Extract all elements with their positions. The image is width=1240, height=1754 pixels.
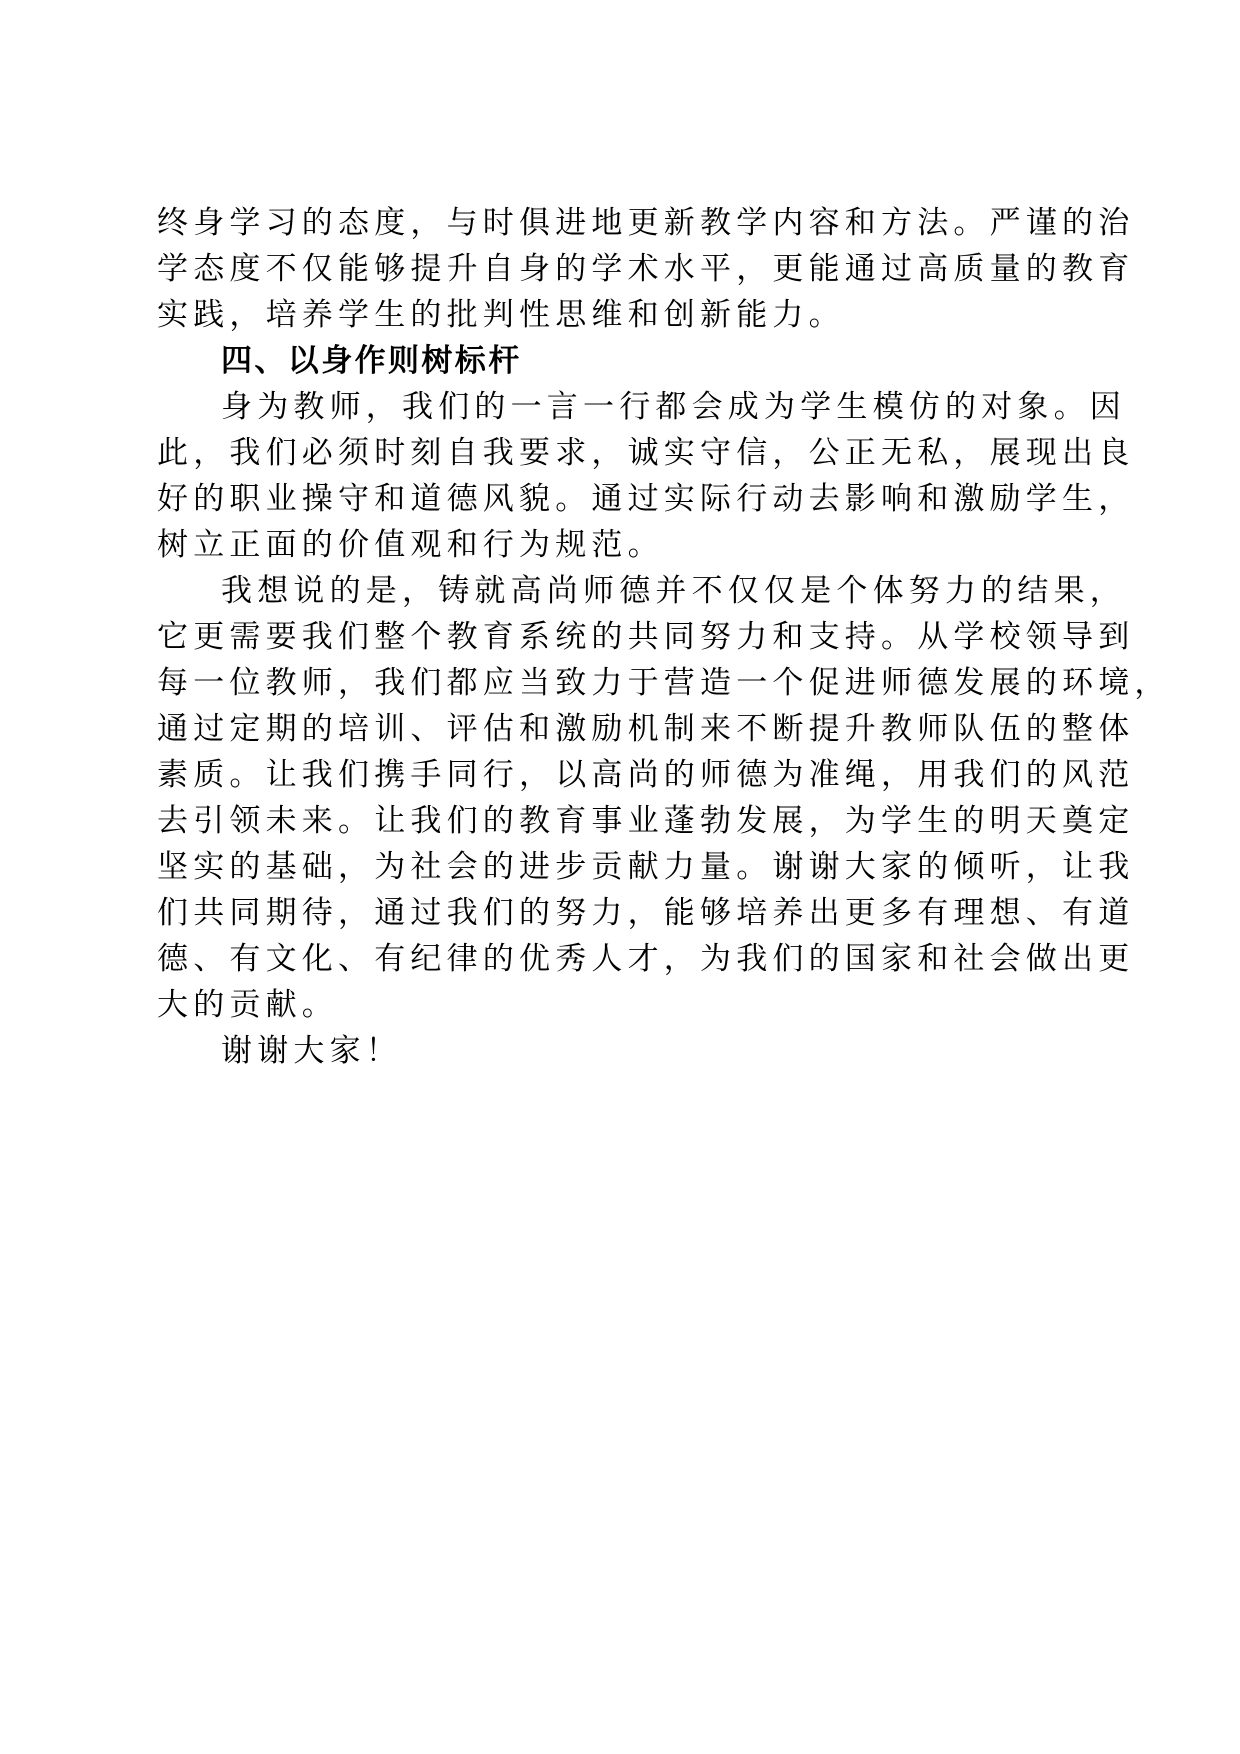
text-line: 素质。让我们携手同行，以高尚的师德为准绳，用我们的风范 — [157, 757, 1135, 793]
text-line: 身为教师，我们的一言一行都会成为学生模仿的对象。因 — [221, 389, 1126, 425]
closing-line: 谢谢大家！ — [221, 1033, 402, 1069]
text-line: 德、有文化、有纪律的优秀人才，为我们的国家和社会做出更 — [157, 941, 1135, 977]
text-line: 此，我们必须时刻自我要求，诚实守信，公正无私，展现出良 — [157, 435, 1135, 471]
text-line: 坚实的基础，为社会的进步贡献力量。谢谢大家的倾听，让我 — [157, 849, 1135, 885]
text-line: 好的职业操守和道德风貌。通过实际行动去影响和激励学生， — [157, 481, 1135, 517]
paragraph-lifelong-learning — [157, 200, 1135, 338]
text-line: 终身学习的态度，与时俱进地更新教学内容和方法。严谨的治 — [157, 205, 1135, 241]
text-line: 学态度不仅能够提升自身的学术水平，更能通过高质量的教育 — [157, 251, 1135, 287]
text-line: 们共同期待，通过我们的努力，能够培养出更多有理想、有道 — [157, 895, 1135, 931]
text-line: 去引领未来。让我们的教育事业蓬勃发展，为学生的明天奠定 — [157, 803, 1135, 839]
text-line: 它更需要我们整个教育系统的共同努力和支持。从学校领导到 — [157, 619, 1135, 655]
document-body — [157, 200, 1171, 1074]
text-line: 树立正面的价值观和行为规范。 — [157, 527, 664, 563]
section-heading-4: 四、以身作则树标杆 — [221, 343, 522, 379]
text-line: 我想说的是，铸就高尚师德并不仅仅是个体努力的结果， — [221, 573, 1126, 609]
text-line: 大的贡献。 — [157, 987, 338, 1023]
text-line: 每一位教师，我们都应当致力于营造一个促进师德发展的环境， — [157, 665, 1171, 701]
text-line: 通过定期的培训、评估和激励机制来不断提升教师队伍的整体 — [157, 711, 1135, 747]
text-line: 实践，培养学生的批判性思维和创新能力。 — [157, 297, 845, 333]
paragraph-conclusion — [157, 568, 1171, 1028]
paragraph-lead-by-example — [157, 384, 1135, 568]
